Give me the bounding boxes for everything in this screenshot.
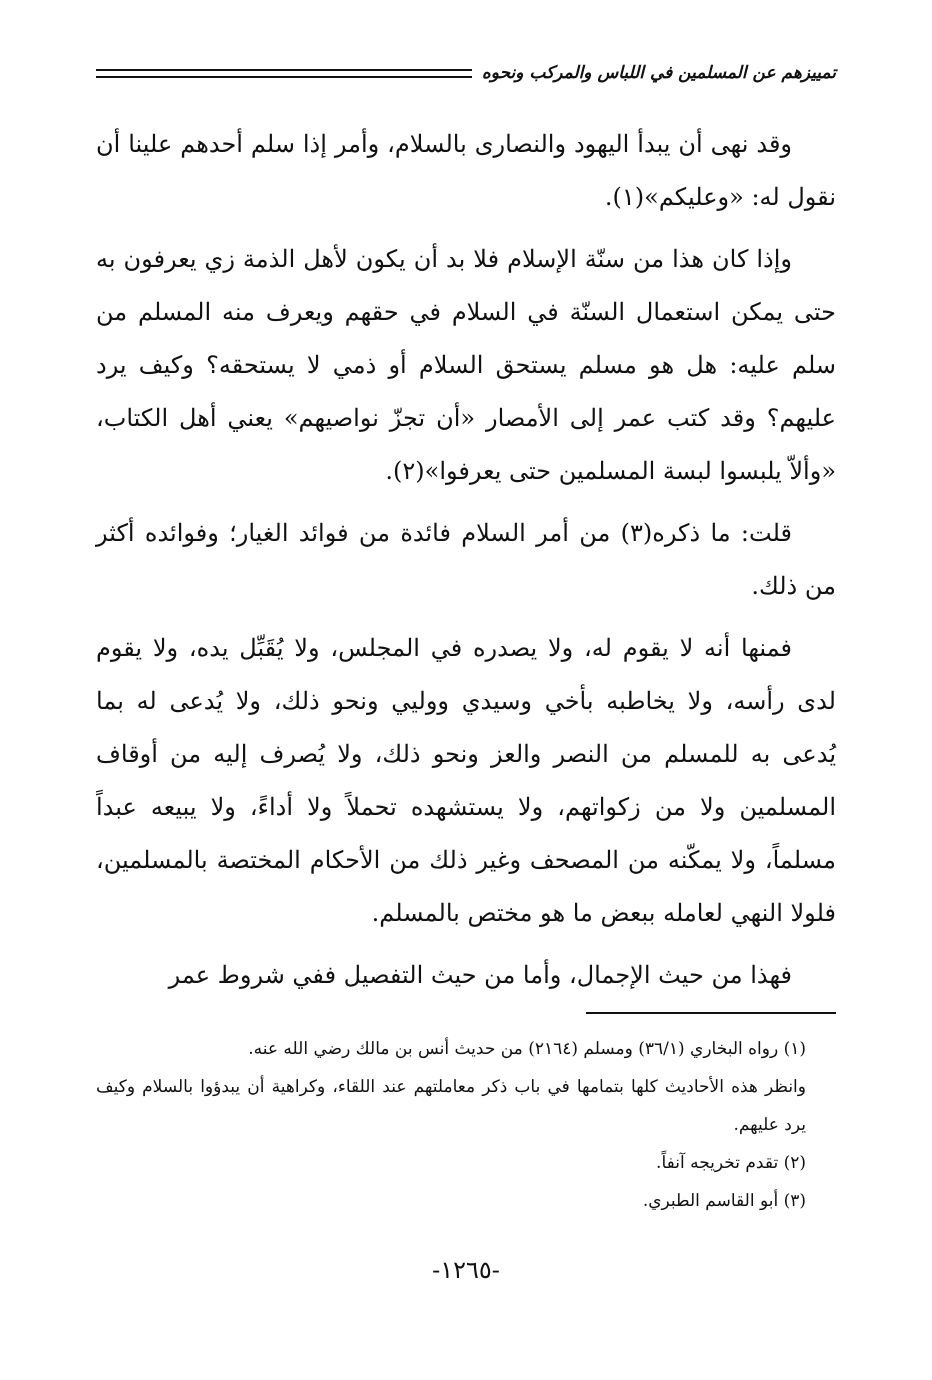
footnote: (٣) أبو القاسم الطبري. — [642, 1191, 806, 1211]
running-header — [96, 56, 836, 90]
footnote: (٢) تقدم تخريجه آنفاً. — [656, 1153, 806, 1173]
header-double-rule — [96, 69, 472, 78]
paragraph: قلت: ما ذكره(٣) من أمر السلام فائدة من فوائد الغيار؛ وفوائده أكثر من ذلك. — [96, 519, 836, 600]
main-text — [96, 118, 836, 1011]
footnote-separator — [586, 1012, 836, 1014]
paragraph: فمنها أنه لا يقوم له، ولا يصدره في المجلس، ولا يُقَبِّل يده، ولا يقوم لدى رأسه، ولا يخاطبه بأخي وسيدي ووليي ونحو ذلك، ولا يُدعى له بما يُدعى به للمسلم من النصر والعز ونحو ذلك، ولا يُصرف إليه من أوقاف المسلمين ولا من زكواتهم، ولا يستشهده تحملاً ولا أداءً، ولا يبيعه عبداً مسلماً، ولا يمكّنه من المصحف وغير ذلك من الأحكام المختصة بالمسلمين، فلولا النهي لعامله ببعض ما هو مختص بالمسلم. — [96, 634, 836, 927]
paragraph: وقد نهى أن يبدأ اليهود والنصارى بالسلام، وأمر إذا سلم أحدهم علينا أن نقول له: «وعليكم»(١). — [96, 130, 836, 211]
paragraph: وإذا كان هذا من سنّة الإسلام فلا بد أن يكون لأهل الذمة زي يعرفون به حتى يمكن استعمال السنّة في السلام في حقهم ويعرف منه المسلم من سلم عليه: هل هو مسلم يستحق السلام أو ذمي لا يستحقه؟ وكيف يرد عليهم؟ وقد كتب عمر إلى الأمصار «أن تجزّ نواصيهم» يعني أهل الكتاب، «وألاّ يلبسوا لبسة المسلمين حتى يعرفوا»(٢). — [96, 245, 836, 485]
footnote: وانظر هذه الأحاديث كلها بتمامها في باب ذكر معاملتهم عند اللقاء، وكراهية أن يبدؤوا بالسلام وكيف يرد عليهم. — [96, 1077, 806, 1135]
running-title: تمييزهم عن المسلمين في اللباس والمركب ونحوه — [481, 63, 836, 83]
paragraph: فهذا من حيث الإجمال، وأما من حيث التفصيل ففي شروط عمر — [168, 961, 792, 989]
footnotes — [96, 1030, 836, 1220]
footnote: (١) رواه البخاري (٣٦/١) ومسلم (٢١٦٤) من حديث أنس بن مالك رضي الله عنه. — [248, 1039, 806, 1059]
page-number: -١٢٦٥- — [432, 1256, 500, 1284]
